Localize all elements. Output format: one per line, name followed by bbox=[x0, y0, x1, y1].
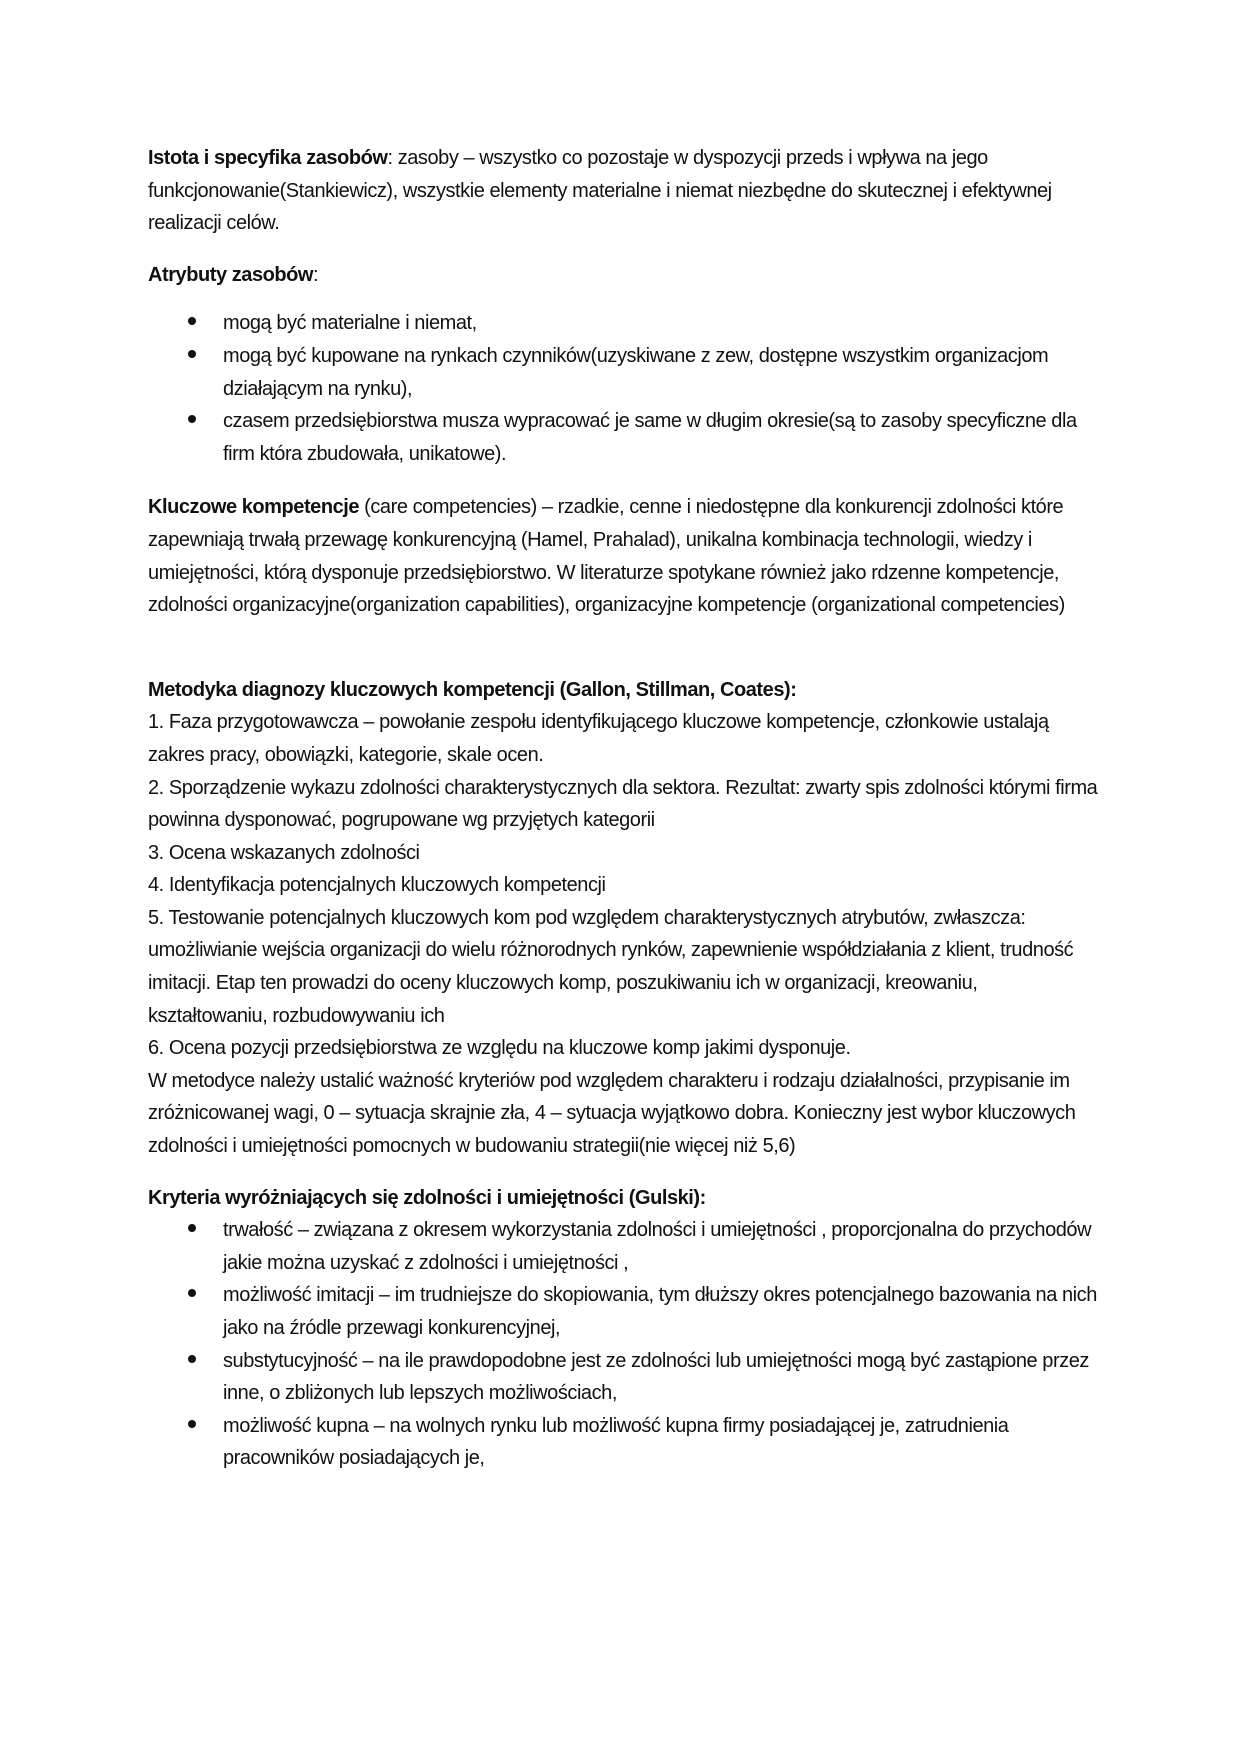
heading-kryteria-text: Kryteria wyróżniających się zdolności i umiejętności (Gulski): bbox=[148, 1186, 706, 1209]
bullet-icon bbox=[188, 317, 196, 325]
step-item: 1. Faza przygotowawcza – powołanie zespołu identyfikującego kluczowe kompetencje, członkowie ustalają zakres pracy, obowiązki, kategorie, skale ocen. bbox=[148, 711, 1049, 766]
text-istota: : zasoby – wszystko co pozostaje w dyspozycji przeds i wpływa na jego funkcjonowanie(Stankiewicz), wszystkie elementy materialne i niemat niezbędne do skutecznej i efektywnej realizacji celów. bbox=[148, 147, 1052, 235]
step-item: 3. Ocena wskazanych zdolności bbox=[148, 841, 420, 864]
heading-metodyka bbox=[148, 674, 1098, 707]
heading-atrybuty: Atrybuty zasobów bbox=[148, 263, 314, 286]
list-item bbox=[148, 1410, 1098, 1475]
list-item bbox=[148, 1214, 1098, 1279]
list-item-text: czasem przedsiębiorstwa musza wypracować je same w długim okresie(są to zasoby specyficzne dla firm która zbudowała, unikatowe). bbox=[223, 410, 1077, 465]
heading-metodyka-text: Metodyka diagnozy kluczowych kompetencji (Gallon, Stillman, Coates): bbox=[148, 678, 797, 701]
list-item bbox=[148, 307, 1098, 340]
paragraph-kluczowe bbox=[148, 491, 1098, 621]
list-atrybuty bbox=[148, 307, 1098, 470]
bullet-icon bbox=[188, 1289, 196, 1297]
bullet-icon bbox=[188, 1224, 196, 1232]
paragraph-istota bbox=[148, 142, 1098, 240]
heading-kryteria bbox=[148, 1182, 1098, 1215]
list-item-text: mogą być kupowane na rynkach czynników(uzyskiwane z zew, dostępne wszystkim organizacjom działającym na rynku), bbox=[223, 344, 1049, 400]
bullet-icon bbox=[188, 350, 196, 358]
heading-istota: Istota i specyfika zasobów bbox=[148, 147, 388, 169]
list-item bbox=[148, 1345, 1098, 1410]
list-item bbox=[148, 1279, 1098, 1344]
step-item: 5. Testowanie potencjalnych kluczowych kom pod względem charakterystycznych atrybutów, zwłaszcza: umożliwianie wejścia organizacji do wielu różnorodnych rynków, zapewnienie współdziałania z klient, trudność imitacji. Etap ten prowadzi do oceny kluczowych komp, poszukiwaniu ich w organizacji, kreowaniu, kształtowaniu, rozbudowywaniu ich bbox=[148, 906, 1074, 1027]
heading-kluczowe: Kluczowe kompetencje bbox=[148, 496, 360, 519]
paragraph-atrybuty bbox=[148, 259, 1098, 292]
bullet-icon bbox=[188, 1420, 196, 1428]
heading-atrybuty-colon: : bbox=[313, 263, 319, 286]
paragraph-metodyka-note: W metodyce należy ustalić ważność kryteriów pod względem charakteru i rodzaju działalności, przypisanie im zróżnicowanej wagi, 0 – sytuacja skrajnie zła, 4 – sytuacja wyjątkowo dobra. Konieczny jest wybor kluczowych zdolności i umiejętności pomocnych w budowaniu strategii(nie więcej niż 5,6) bbox=[148, 1069, 1076, 1158]
list-item-text: możliwość imitacji – im trudniejsze do skopiowania, tym dłuższy okres potencjalnego bazowania na nich jako na źródle przewagi konkurencyjnej, bbox=[223, 1284, 1097, 1339]
step-item: 2. Sporządzenie wykazu zdolności charakterystycznych dla sektora. Rezultat: zwarty spis zdolności którymi firma powinna dysponować, pogrupowane wg przyjętych kategorii bbox=[148, 776, 1098, 832]
bullet-icon bbox=[188, 415, 196, 423]
list-item bbox=[148, 340, 1098, 405]
step-item: 4. Identyfikacja potencjalnych kluczowych kompetencji bbox=[148, 874, 606, 897]
list-item-text: substytucyjność – na ile prawdopodobne jest ze zdolności lub umiejętności mogą być zastąpione przez inne, o zbliżonych lub lepszych możliwościach, bbox=[223, 1349, 1089, 1405]
list-item bbox=[148, 405, 1098, 470]
bullet-icon bbox=[188, 1355, 196, 1363]
list-item-text: możliwość kupna – na wolnych rynku lub możliwość kupna firmy posiadającej je, zatrudnienia pracowników posiadających je, bbox=[223, 1414, 1009, 1470]
step-item: 6. Ocena pozycji przedsiębiorstwa ze względu na kluczowe komp jakimi dysponuje. bbox=[148, 1037, 851, 1060]
list-kryteria bbox=[148, 1214, 1098, 1475]
document-page bbox=[148, 142, 1098, 1475]
text-kluczowe: (care competencies) – rzadkie, cenne i niedostępne dla konkurencji zdolności które zapewniają trwałą przewagę konkurencyjną (Hamel, Prahalad), unikalna kombinacja technologii, wiedzy i umiejętności, którą dysponuje przedsiębiorstwo. W literaturze spotykane również jako rdzenne kompetencje, zdolności organizacyjne(organization capabilities), organizacyjne kompetencje (organizational competencies) bbox=[148, 496, 1065, 617]
list-item-text: mogą być materialne i niemat, bbox=[223, 312, 477, 335]
list-item-text: trwałość – związana z okresem wykorzystania zdolności i umiejętności , proporcjonalna do przychodów jakie można uzyskać z zdolności i umiejętności , bbox=[223, 1219, 1092, 1274]
